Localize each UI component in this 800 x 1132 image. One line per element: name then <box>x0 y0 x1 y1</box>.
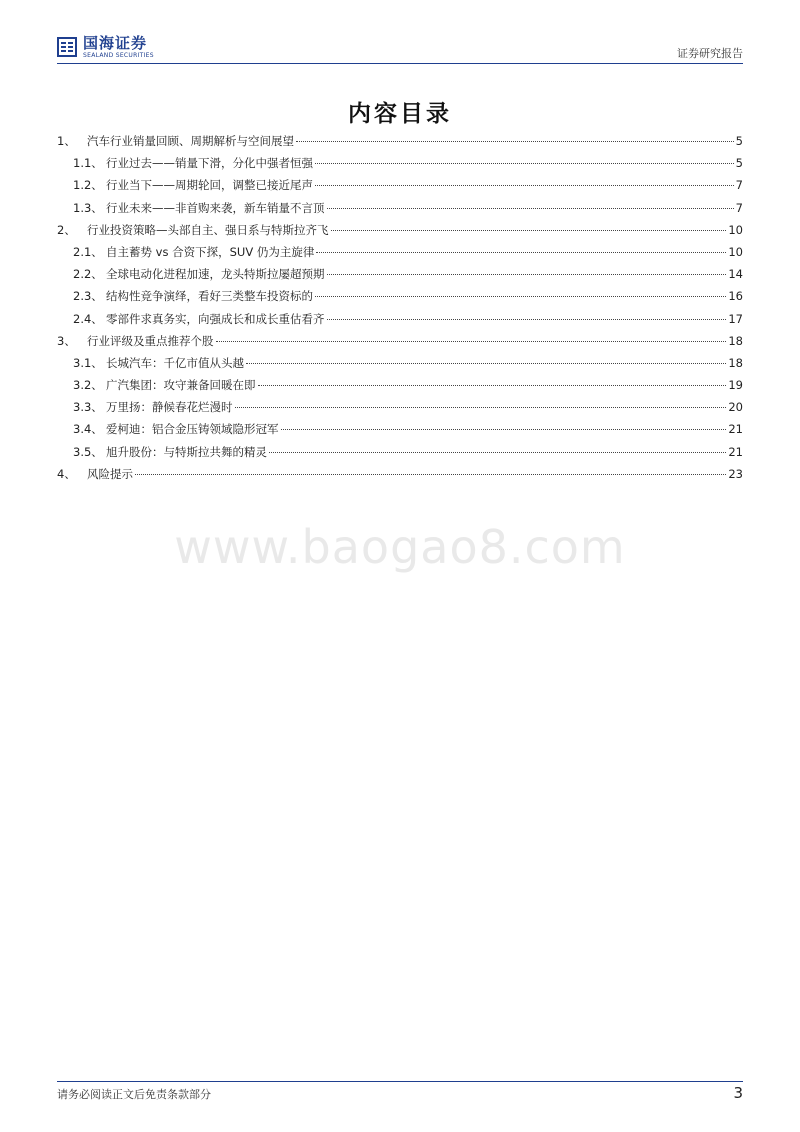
toc-entry[interactable] <box>57 155 743 177</box>
toc-dot-leader <box>235 407 727 408</box>
toc-entry-page: 7 <box>735 178 743 193</box>
toc-entry-page: 18 <box>728 333 743 348</box>
logo-english-name: SEALAND SECURITIES <box>83 51 154 59</box>
table-of-contents <box>57 133 743 488</box>
toc-entry-page: 21 <box>728 422 743 437</box>
toc-dot-leader <box>269 452 726 453</box>
toc-entry-page: 21 <box>728 444 743 459</box>
toc-entry-number: 3.4、 <box>73 422 103 437</box>
toc-entry-title: 行业评级及重点推荐个股 <box>87 333 214 348</box>
toc-dot-leader <box>258 385 727 386</box>
toc-entry[interactable] <box>57 133 743 155</box>
footer-disclaimer: 请务必阅读正文后免责条款部分 <box>57 1088 211 1101</box>
toc-entry-title: 结构性竞争演绎，看好三类整车投资标的 <box>106 289 313 304</box>
toc-entry-number: 1、 <box>57 134 76 148</box>
toc-entry-page: 16 <box>728 289 743 304</box>
toc-entry-number: 2.3、 <box>73 289 103 304</box>
toc-dot-leader <box>327 274 727 275</box>
toc-entry-title: 广汽集团：攻守兼备回暖在即 <box>106 378 256 393</box>
toc-entry-page: 17 <box>728 311 743 326</box>
toc-entry-page: 19 <box>728 378 743 393</box>
toc-dot-leader <box>281 429 727 430</box>
toc-entry-number: 2.1、 <box>73 244 103 259</box>
toc-entry[interactable] <box>57 244 743 266</box>
toc-dot-leader <box>315 185 734 186</box>
toc-entry-page: 5 <box>735 156 743 171</box>
toc-entry-title: 万里扬：静候春花烂漫时 <box>106 400 233 415</box>
footer-divider <box>57 1081 743 1082</box>
toc-entry-title: 风险提示 <box>87 466 133 481</box>
toc-entry-number: 1.2、 <box>73 178 103 193</box>
page-header <box>57 33 743 63</box>
toc-entry[interactable] <box>57 177 743 199</box>
toc-entry[interactable] <box>57 421 743 443</box>
toc-entry[interactable] <box>57 466 743 488</box>
toc-entry[interactable] <box>57 355 743 377</box>
toc-entry[interactable] <box>57 377 743 399</box>
toc-dot-leader <box>316 252 726 253</box>
toc-entry-number: 4、 <box>57 466 76 481</box>
toc-entry-page: 10 <box>728 244 743 259</box>
page-number: 3 <box>733 1084 743 1102</box>
toc-dot-leader <box>216 341 727 342</box>
toc-entry-number: 3.1、 <box>73 355 103 370</box>
company-logo <box>57 33 154 61</box>
toc-entry-title: 全球电动化进程加速，龙头特斯拉屡超预期 <box>106 267 325 282</box>
toc-entry-title: 自主蓄势 vs 合资下探，SUV 仍为主旋律 <box>106 244 315 259</box>
toc-entry-page: 20 <box>728 400 743 415</box>
toc-entry[interactable] <box>57 200 743 222</box>
toc-entry-page: 14 <box>728 267 743 282</box>
toc-entry-page: 7 <box>735 200 743 215</box>
toc-entry-title: 旭升股份：与特斯拉共舞的精灵 <box>106 444 267 459</box>
toc-dot-leader <box>296 141 734 142</box>
toc-entry[interactable] <box>57 222 743 244</box>
toc-dot-leader <box>315 163 734 164</box>
watermark: www.baogao8.com <box>174 520 626 574</box>
toc-entry-page: 23 <box>728 466 743 481</box>
toc-entry[interactable] <box>57 288 743 310</box>
toc-entry[interactable] <box>57 311 743 333</box>
toc-entry-number: 1.3、 <box>73 200 103 215</box>
toc-entry-page: 10 <box>728 222 743 237</box>
toc-entry-title: 汽车行业销量回顾、周期解析与空间展望 <box>87 134 294 148</box>
toc-entry-title: 行业投资策略—头部自主、强日系与特斯拉齐飞 <box>87 222 329 237</box>
toc-dot-leader <box>327 208 734 209</box>
toc-entry-title: 零部件求真务实，向强成长和成长重估看齐 <box>106 311 325 326</box>
toc-entry-number: 2.2、 <box>73 267 103 282</box>
toc-entry-number: 2、 <box>57 222 76 237</box>
toc-dot-leader <box>246 363 726 364</box>
logo-chinese-name: 国海证券 <box>83 33 148 52</box>
toc-dot-leader <box>327 319 727 320</box>
toc-entry-number: 3.3、 <box>73 400 103 415</box>
toc-dot-leader <box>135 474 726 475</box>
toc-title: 内容目录 <box>348 101 452 127</box>
toc-entry-title: 行业过去——销量下滑，分化中强者恒强 <box>106 156 313 171</box>
toc-entry-page: 18 <box>728 355 743 370</box>
toc-entry-number: 2.4、 <box>73 311 103 326</box>
toc-dot-leader <box>331 230 727 231</box>
header-divider <box>57 63 743 64</box>
toc-entry-number: 3.5、 <box>73 444 103 459</box>
toc-entry-number: 3.2、 <box>73 378 103 393</box>
toc-entry[interactable] <box>57 399 743 421</box>
sealand-logo-icon <box>57 36 77 58</box>
toc-entry[interactable] <box>57 333 743 355</box>
toc-entry-number: 1.1、 <box>73 156 103 171</box>
toc-dot-leader <box>315 296 726 297</box>
toc-entry-title: 行业未来——非首购来袭，新车销量不言顶 <box>106 200 325 215</box>
toc-entry-title: 爱柯迪：铝合金压铸领域隐形冠军 <box>106 422 279 437</box>
toc-entry-title: 行业当下——周期轮回，调整已接近尾声 <box>106 178 313 193</box>
logo-text <box>83 33 154 59</box>
toc-entry-page: 5 <box>735 134 743 148</box>
toc-entry-number: 3、 <box>57 333 76 348</box>
toc-entry-title: 长城汽车：千亿市值从头越 <box>106 355 244 370</box>
toc-entry[interactable] <box>57 444 743 466</box>
report-type-label: 证券研究报告 <box>677 47 743 60</box>
toc-entry[interactable] <box>57 266 743 288</box>
